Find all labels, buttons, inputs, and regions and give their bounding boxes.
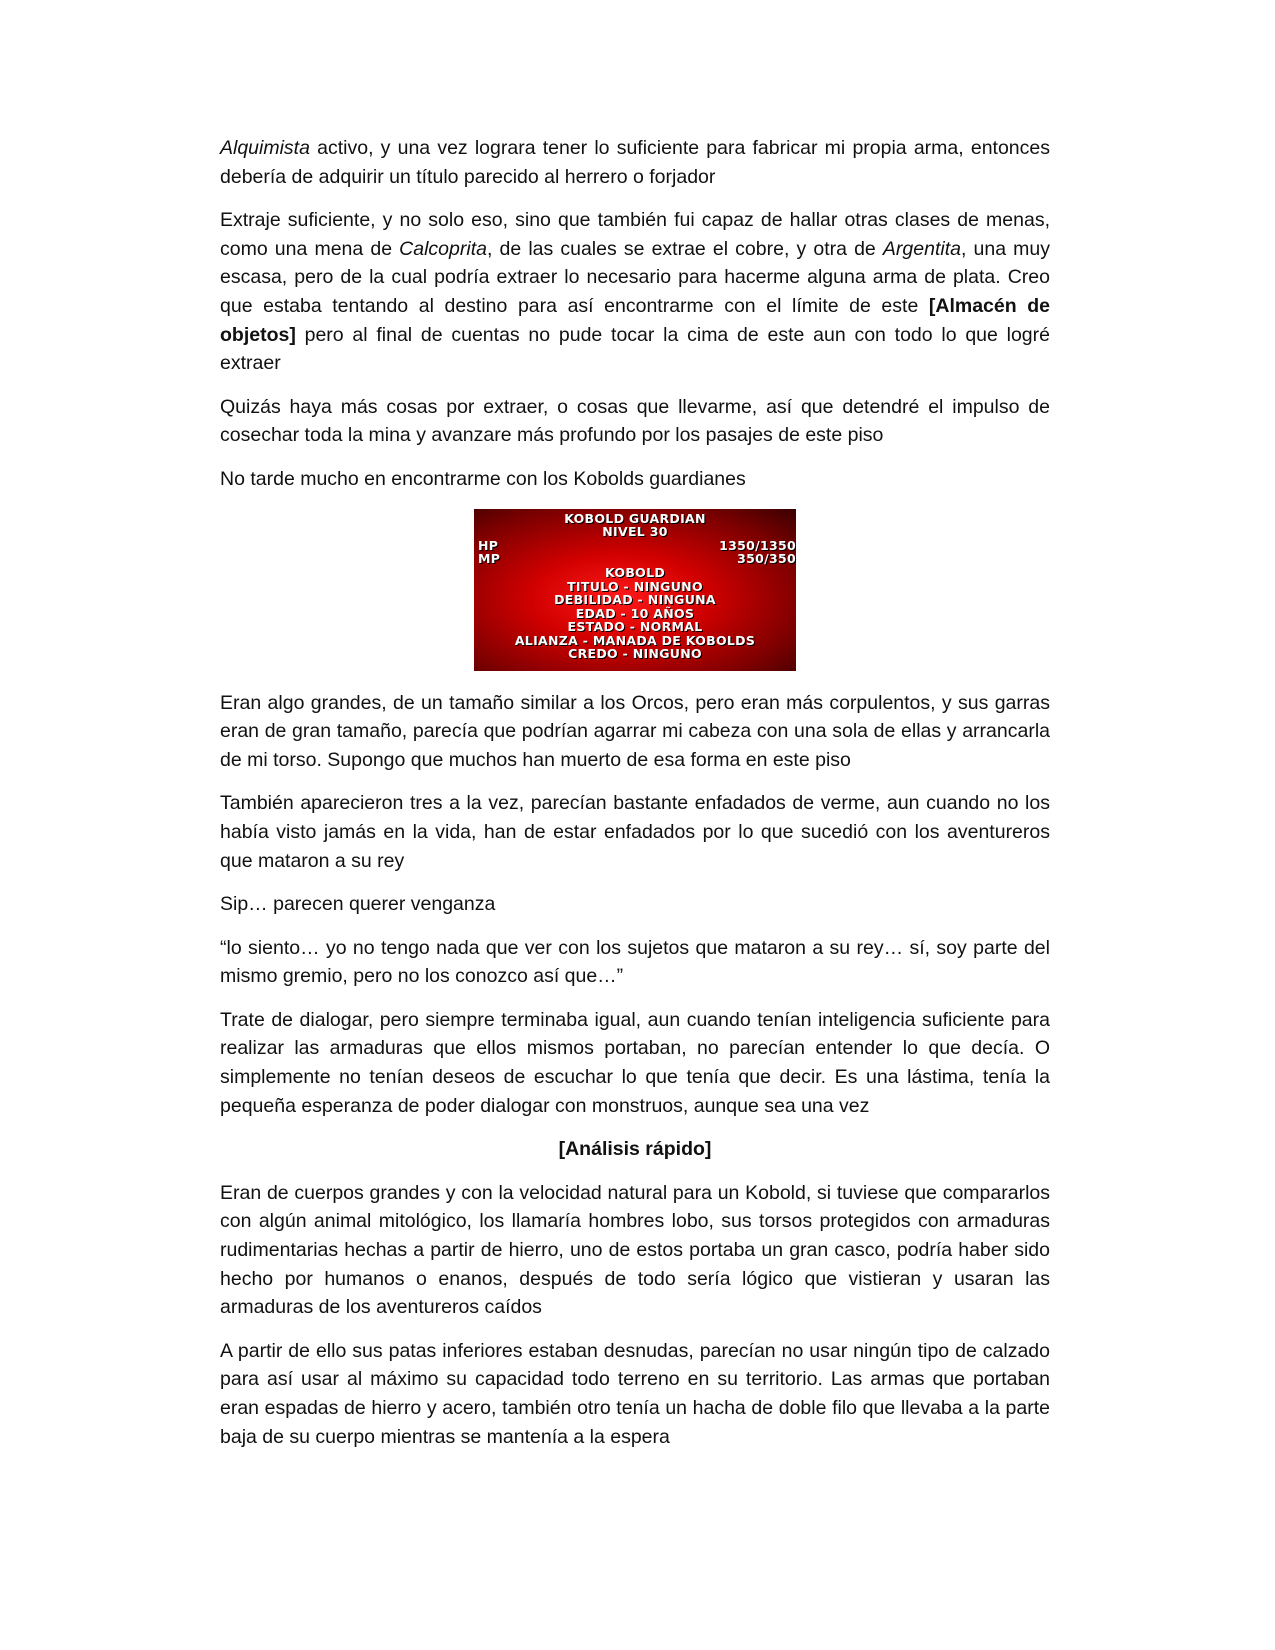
status-mp-label: MP: [478, 551, 501, 567]
status-race: KOBOLD: [604, 564, 666, 580]
status-state: ESTADO - NORMAL: [567, 619, 703, 635]
paragraph-3: Quizás haya más cosas por extraer, o cosas que llevarme, así que detendré el impulso de cosechar toda la mina y avanzare más profundo por los pasajes de este piso: [220, 395, 1050, 447]
status-mp-row: [474, 552, 796, 566]
paragraph-6: También aparecieron tres a la vez, parecían bastante enfadados de verme, aun cuando no los había visto jamás en la vida, han de estar enfadados por lo que sucedió con los aventureros que mataron a su rey: [220, 792, 1050, 872]
paragraph-9: Trate de dialogar, pero siempre terminaba igual, aun cuando tenían inteligencia suficiente para realizar las armaduras que ellos mismos portaban, no parecían entender lo que decía. O simplemente no tenían deseos de escuchar lo que tenía que decir. Es una lástima, tenía la pequeña esperanza de poder dialogar con monstruos, aunque sea una vez: [220, 1008, 1050, 1117]
status-hp-label: HP: [478, 537, 499, 553]
status-weakness: DEBILIDAD - NINGUNA: [554, 592, 716, 608]
kobold-status-window: [474, 509, 796, 671]
paragraph-7: Sip… parecen querer venganza: [220, 893, 496, 916]
status-level: NIVEL 30: [602, 524, 668, 540]
paragraph-1: Alquimista activo, y una vez lograra tener lo suficiente para fabricar mi propia arma, entonces debería de adquirir un título parecido al herrero o forjador: [220, 137, 1050, 188]
status-hp-row: [474, 539, 796, 553]
status-age: EDAD - 10 AÑOS: [575, 605, 695, 621]
paragraph-11: A partir de ello sus patas inferiores estaban desnudas, parecían no usar ningún tipo de calzado para así usar al máximo su capacidad todo terreno en su territorio. Las armas que portaban eran espadas de hierro y acero, también otro tenía un hacha de doble filo que llevaba a la parte baja de su cuerpo mientras se mantenía a la espera: [220, 1339, 1050, 1448]
document-page: [220, 134, 1050, 1466]
paragraph-4: No tarde mucho en encontrarme con los Kobolds guardianes: [220, 467, 746, 490]
paragraph-2: Extraje suficiente, y no solo eso, sino que también fui capaz de hallar otras clases de menas, como una mena de Calcoprita, de las cuales se extrae el cobre, y otra de Argentita, una muy escasa, pero de la cual podría extraer lo necesario para hacerme alguna arma de plata. Creo que estaba tentando al destino para así encontrarme con el límite de este [Almacén de objetos] pero al final de cuentas no pude tocar la cima de este aun con todo lo que logré extraer: [220, 209, 1051, 375]
paragraph-8: “lo siento… yo no tengo nada que ver con los sujetos que mataron a su rey… sí, soy parte del mismo gremio, pero no los conozco así que…”: [220, 936, 1050, 988]
status-mp-value: 350/350: [737, 551, 796, 567]
status-title: TITULO - NINGUNO: [567, 578, 703, 594]
status-name: KOBOLD GUARDIAN: [564, 510, 706, 526]
paragraph-10: Eran de cuerpos grandes y con la velocidad natural para un Kobold, si tuviese que compararlos con algún animal mitológico, los llamaría hombres lobo, sus torsos protegidos con armaduras rudimentarias hechas a partir de hierro, uno de estos portaba un gran casco, podría haber sido hecho por humanos o enanos, después de todo sería lógico que vistieran y usaran las armaduras de los aventureros caídos: [220, 1181, 1050, 1319]
section-heading: [Análisis rápido]: [558, 1138, 712, 1161]
paragraph-5: Eran algo grandes, de un tamaño similar a los Orcos, pero eran más corpulentos, y sus garras eran de gran tamaño, parecía que podrían agarrar mi cabeza con una sola de ellas y arrancarla de mi torso. Supongo que muchos han muerto de esa forma en este piso: [220, 691, 1050, 771]
status-alliance: ALIANZA - MANADA DE KOBOLDS: [514, 632, 756, 648]
status-hp-value: 1350/1350: [719, 537, 796, 553]
status-creed: CREDO - NINGUNO: [568, 646, 702, 662]
